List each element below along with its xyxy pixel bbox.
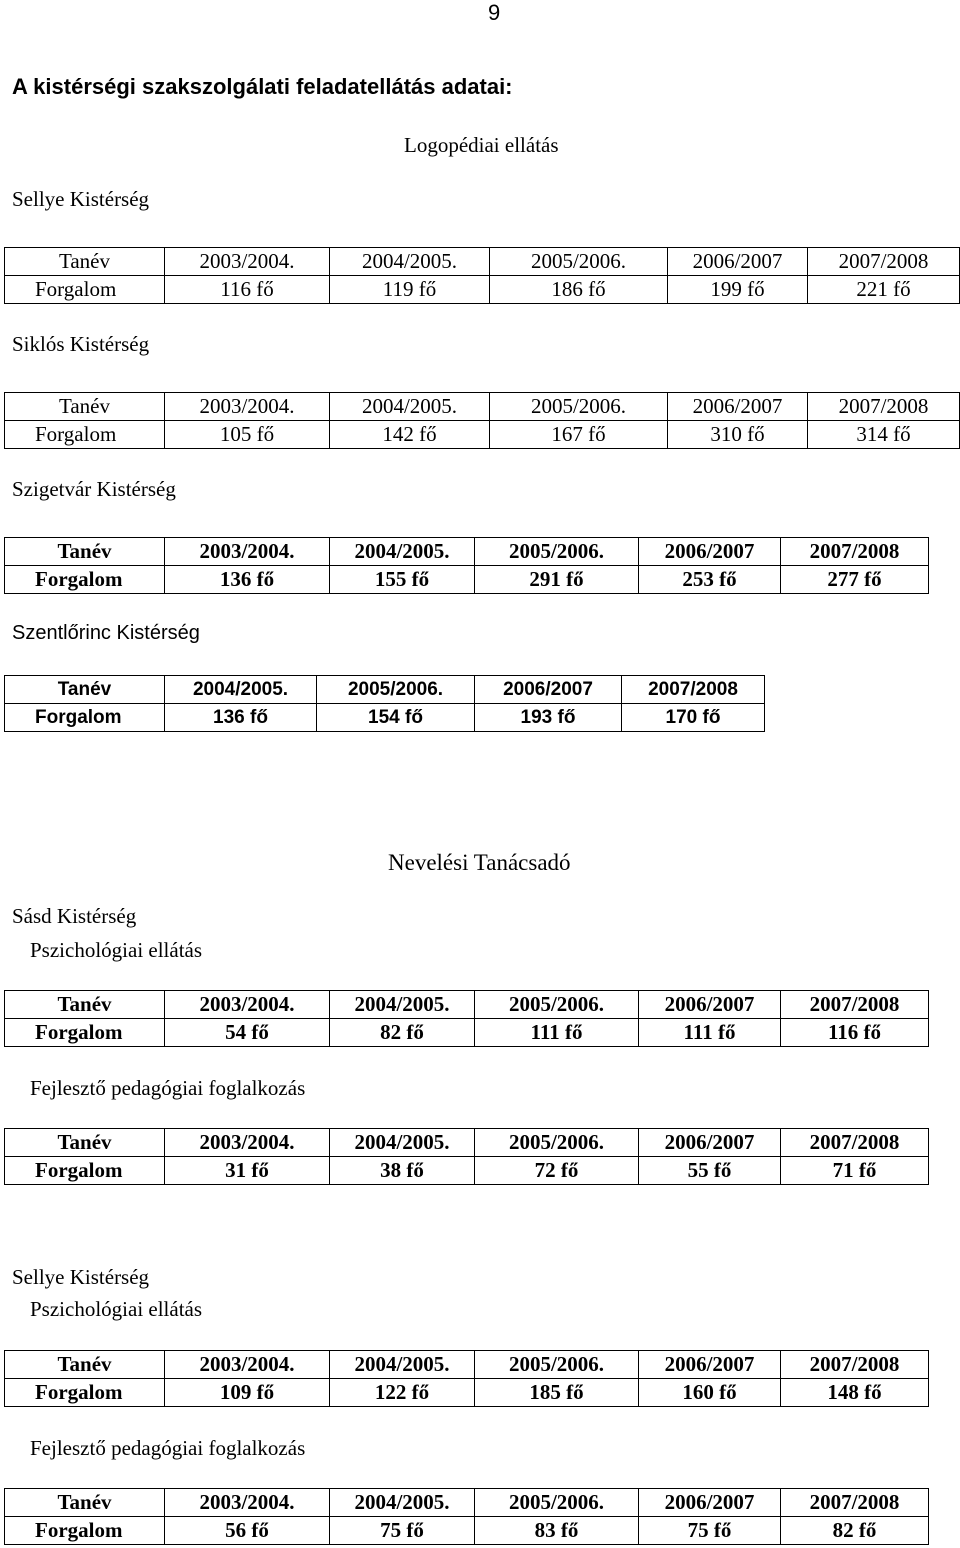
header-cell: 2003/2004. [165,1489,330,1517]
main-title: A kistérségi szakszolgálati feladatellátás adatai: [12,74,513,99]
subtitle-sasd-psych: Pszichológiai ellátás [30,938,203,962]
table-sasd-dev [4,1128,929,1185]
value-cell: 72 fő [475,1157,639,1185]
header-cell: 2003/2004. [165,538,330,566]
value-cell: 55 fő [639,1157,781,1185]
subtitle-sellye-dev: Fejlesztő pedagógiai foglalkozás [30,1436,306,1460]
table-siklos-logopedia [4,392,960,449]
value-cell: 199 fő [668,276,808,304]
header-cell: 2005/2006. [475,1489,639,1517]
subtitle-sasd-dev: Fejlesztő pedagógiai foglalkozás [30,1076,306,1100]
header-cell: Tanév [5,991,165,1019]
row-label-cell: Forgalom [5,704,165,732]
value-cell: 111 fő [639,1019,781,1047]
header-cell: Tanév [5,393,165,421]
section-title-logopedia: Logopédiai ellátás [404,133,559,157]
value-cell: 136 fő [165,704,317,732]
table-sellye-psych [4,1350,929,1407]
row-label-cell: Forgalom [5,566,165,594]
value-cell: 122 fő [330,1379,475,1407]
header-cell: 2005/2006. [317,676,475,704]
value-cell: 221 fő [808,276,960,304]
block-title-sasd: Sásd Kistérség [12,904,137,928]
header-cell: Tanév [5,1351,165,1379]
value-cell: 75 fő [330,1517,475,1545]
value-cell: 167 fő [490,421,668,449]
header-cell: 2006/2007 [668,248,808,276]
value-cell: 119 fő [330,276,490,304]
table-header-row [5,393,960,421]
table-szigetvar-logopedia [4,537,929,594]
header-cell: 2003/2004. [165,248,330,276]
header-cell: Tanév [5,248,165,276]
value-cell: 116 fő [781,1019,929,1047]
row-label-cell: Forgalom [5,276,165,304]
table-header-row [5,676,765,704]
table-row [5,421,960,449]
value-cell: 111 fő [475,1019,639,1047]
header-cell: 2004/2005. [330,538,475,566]
value-cell: 31 fő [165,1157,330,1185]
header-cell: 2004/2005. [330,1489,475,1517]
row-label-cell: Forgalom [5,1517,165,1545]
header-cell: 2007/2008 [622,676,765,704]
table-header-row [5,991,929,1019]
header-cell: 2007/2008 [781,1351,929,1379]
header-cell: 2004/2005. [165,676,317,704]
header-cell: 2004/2005. [330,248,490,276]
value-cell: 56 fő [165,1517,330,1545]
table-row [5,1157,929,1185]
subtitle-sellye-psych: Pszichológiai ellátás [30,1297,203,1321]
header-cell: Tanév [5,1129,165,1157]
header-cell: 2004/2005. [330,1351,475,1379]
value-cell: 154 fő [317,704,475,732]
value-cell: 83 fő [475,1517,639,1545]
value-cell: 75 fő [639,1517,781,1545]
block-title-sellye-2: Sellye Kistérség [12,1265,150,1289]
block-title-szentlorinc: Szentlőrinc Kistérség [12,622,200,644]
value-cell: 314 fő [808,421,960,449]
table-sasd-psych [4,990,929,1047]
value-cell: 105 fő [165,421,330,449]
row-label-cell: Forgalom [5,1157,165,1185]
value-cell: 160 fő [639,1379,781,1407]
header-cell: 2006/2007 [475,676,622,704]
block-title-sellye: Sellye Kistérség [12,187,150,211]
value-cell: 186 fő [490,276,668,304]
table-header-row [5,1351,929,1379]
header-cell: 2005/2006. [475,1351,639,1379]
header-cell: 2006/2007 [639,1129,781,1157]
value-cell: 109 fő [165,1379,330,1407]
value-cell: 148 fő [781,1379,929,1407]
header-cell: 2007/2008 [808,248,960,276]
header-cell: 2007/2008 [781,991,929,1019]
block-title-siklos: Siklós Kistérség [12,332,150,356]
page-number: 9 [488,0,501,25]
header-cell: 2005/2006. [475,1129,639,1157]
header-cell: 2004/2005. [330,991,475,1019]
value-cell: 142 fő [330,421,490,449]
value-cell: 71 fő [781,1157,929,1185]
header-cell: 2004/2005. [330,1129,475,1157]
table-row [5,1379,929,1407]
value-cell: 310 fő [668,421,808,449]
header-cell: 2006/2007 [639,538,781,566]
value-cell: 82 fő [330,1019,475,1047]
table-szentlorinc-logopedia [4,675,765,732]
section-title-nevelesi: Nevelési Tanácsadó [388,850,571,875]
header-cell: 2005/2006. [475,538,639,566]
table-row [5,704,765,732]
block-title-szigetvar: Szigetvár Kistérség [12,477,176,501]
header-cell: 2006/2007 [639,1489,781,1517]
table-row [5,276,960,304]
header-cell: Tanév [5,676,165,704]
row-label-cell: Forgalom [5,1019,165,1047]
table-row [5,1019,929,1047]
header-cell: 2007/2008 [781,1129,929,1157]
value-cell: 155 fő [330,566,475,594]
header-cell: 2003/2004. [165,1129,330,1157]
value-cell: 193 fő [475,704,622,732]
header-cell: 2006/2007 [639,991,781,1019]
value-cell: 170 fő [622,704,765,732]
header-cell: 2007/2008 [781,538,929,566]
value-cell: 38 fő [330,1157,475,1185]
table-row [5,566,929,594]
row-label-cell: Forgalom [5,1379,165,1407]
header-cell: 2007/2008 [781,1489,929,1517]
table-header-row [5,1489,929,1517]
value-cell: 253 fő [639,566,781,594]
header-cell: 2004/2005. [330,393,490,421]
value-cell: 291 fő [475,566,639,594]
header-cell: 2003/2004. [165,1351,330,1379]
value-cell: 54 fő [165,1019,330,1047]
header-cell: 2006/2007 [639,1351,781,1379]
value-cell: 277 fő [781,566,929,594]
header-cell: Tanév [5,538,165,566]
value-cell: 116 fő [165,276,330,304]
value-cell: 185 fő [475,1379,639,1407]
header-cell: 2006/2007 [668,393,808,421]
table-sellye-logopedia [4,247,960,304]
row-label-cell: Forgalom [5,421,165,449]
header-cell: Tanév [5,1489,165,1517]
value-cell: 82 fő [781,1517,929,1545]
header-cell: 2005/2006. [490,248,668,276]
table-sellye-dev [4,1488,929,1545]
table-header-row [5,1129,929,1157]
header-cell: 2003/2004. [165,991,330,1019]
header-cell: 2005/2006. [490,393,668,421]
header-cell: 2005/2006. [475,991,639,1019]
table-header-row [5,248,960,276]
header-cell: 2003/2004. [165,393,330,421]
value-cell: 136 fő [165,566,330,594]
table-row [5,1517,929,1545]
header-cell: 2007/2008 [808,393,960,421]
table-header-row [5,538,929,566]
